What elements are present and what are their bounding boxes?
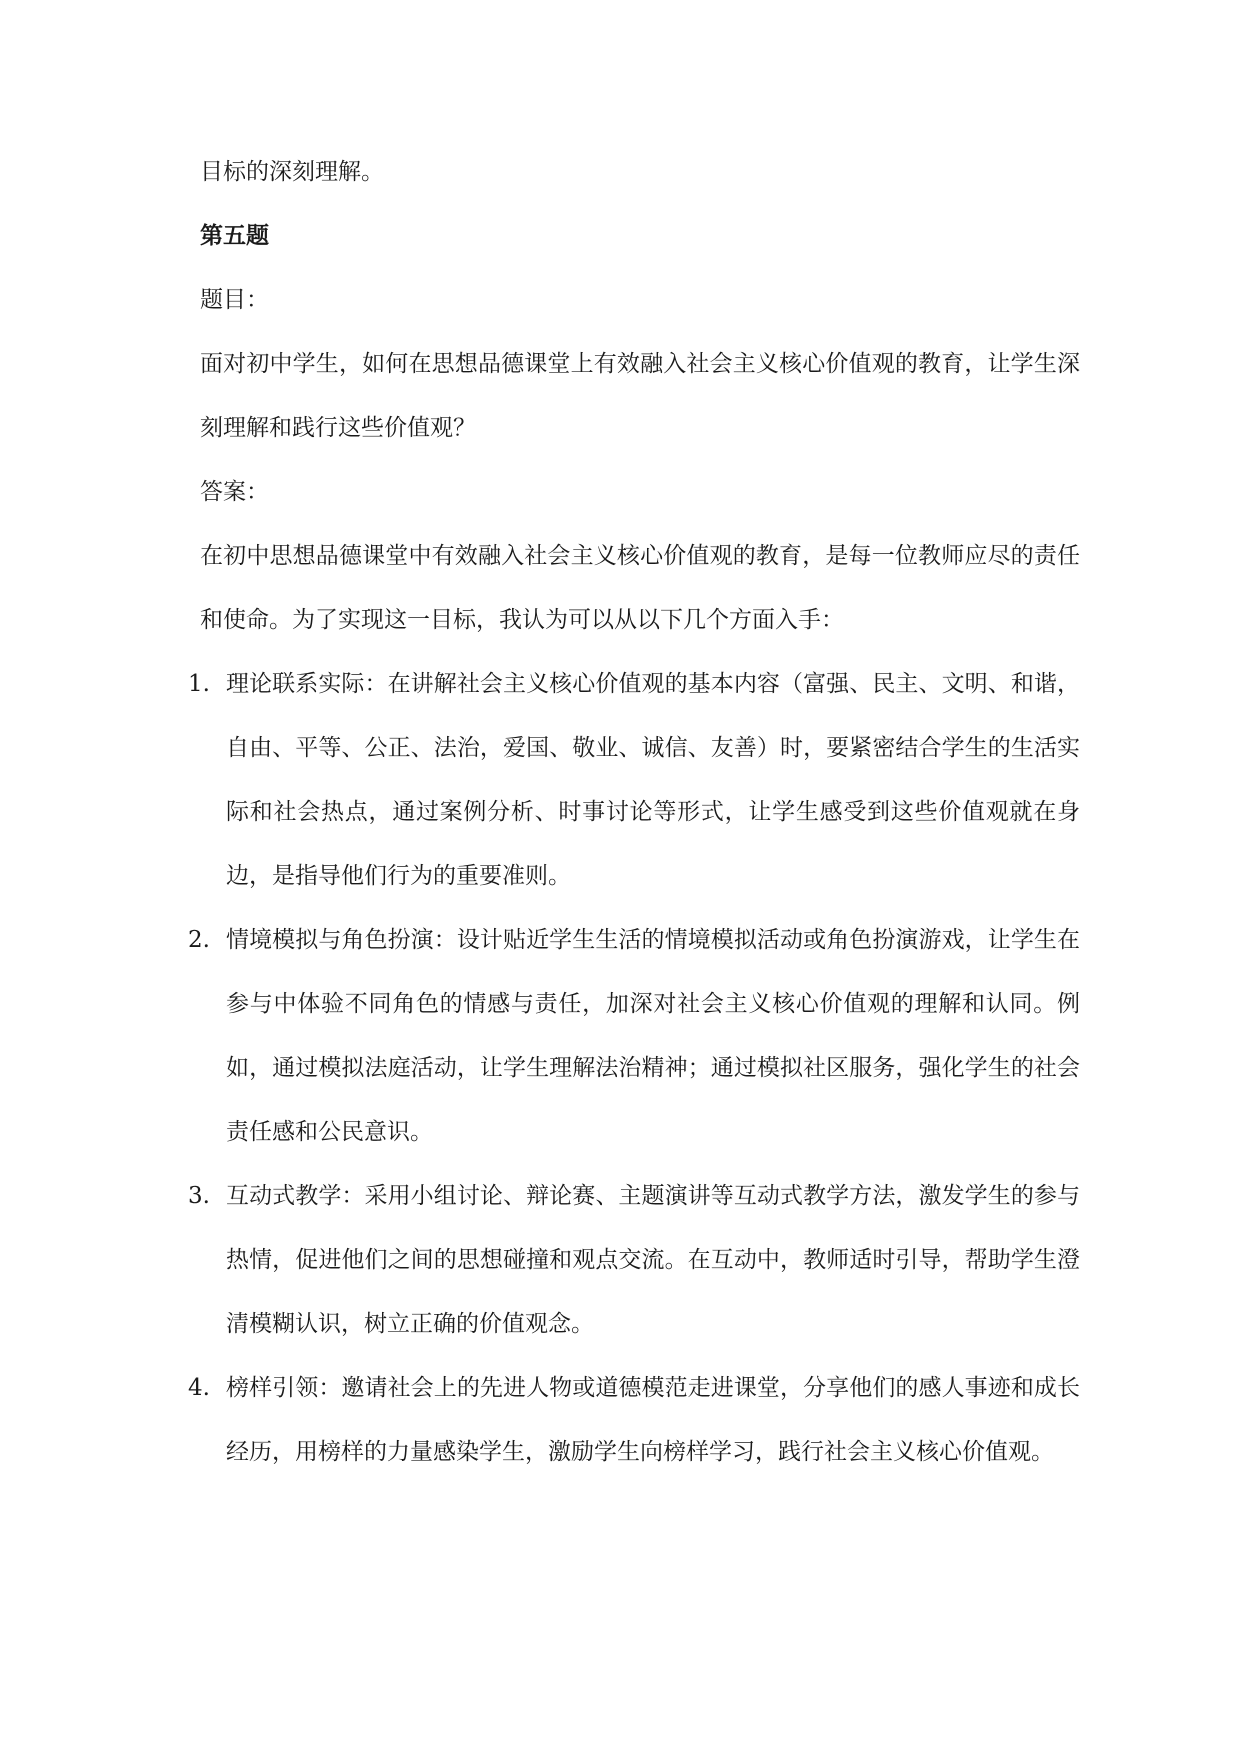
- list-item: [188, 1356, 1080, 1484]
- list-item-text: 理论联系实际：在讲解社会主义核心价值观的基本内容（富强、民主、文明、和谐，自由、平等、公正、法治，爱国、敬业、诚信、友善）时，要紧密结合学生的生活实际和社会热点，通过案例分析、时事讨论等形式，让学生感受到这些价值观就在身边，是指导他们行为的重要准则。: [226, 671, 1080, 889]
- list-item: [188, 1164, 1080, 1356]
- answer-label: 答案：: [200, 479, 269, 505]
- list-item-number: 1.: [188, 671, 210, 697]
- document-body: [188, 140, 1080, 1484]
- section-heading: 第五题: [200, 222, 269, 249]
- question-label: 题目：: [200, 287, 269, 313]
- list-item-text: 榜样引领：邀请社会上的先进人物或道德模范走进课堂，分享他们的感人事迹和成长经历，用榜样的力量感染学生，激励学生向榜样学习，践行社会主义核心价值观。: [226, 1375, 1080, 1465]
- answer-list: [188, 652, 1080, 1484]
- continuation-text: 目标的深刻理解。: [200, 159, 384, 185]
- list-item: [188, 652, 1080, 908]
- question-text: 面对初中学生，如何在思想品德课堂上有效融入社会主义核心价值观的教育，让学生深刻理解和践行这些价值观？: [200, 351, 1080, 441]
- list-item-number: 2.: [188, 927, 210, 953]
- list-item-text: 互动式教学：采用小组讨论、辩论赛、主题演讲等互动式教学方法，激发学生的参与热情，促进他们之间的思想碰撞和观点交流。在互动中，教师适时引导，帮助学生澄清模糊认识，树立正确的价值观念。: [226, 1183, 1080, 1337]
- list-item-text: 情境模拟与角色扮演：设计贴近学生生活的情境模拟活动或角色扮演游戏，让学生在参与中体验不同角色的情感与责任，加深对社会主义核心价值观的理解和认同。例如，通过模拟法庭活动，让学生理解法治精神；通过模拟社区服务，强化学生的社会责任感和公民意识。: [226, 927, 1080, 1145]
- answer-intro: 在初中思想品德课堂中有效融入社会主义核心价值观的教育，是每一位教师应尽的责任和使命。为了实现这一目标，我认为可以从以下几个方面入手：: [200, 543, 1080, 633]
- list-item: [188, 908, 1080, 1164]
- list-item-number: 3.: [188, 1183, 210, 1209]
- list-item-number: 4.: [188, 1375, 210, 1401]
